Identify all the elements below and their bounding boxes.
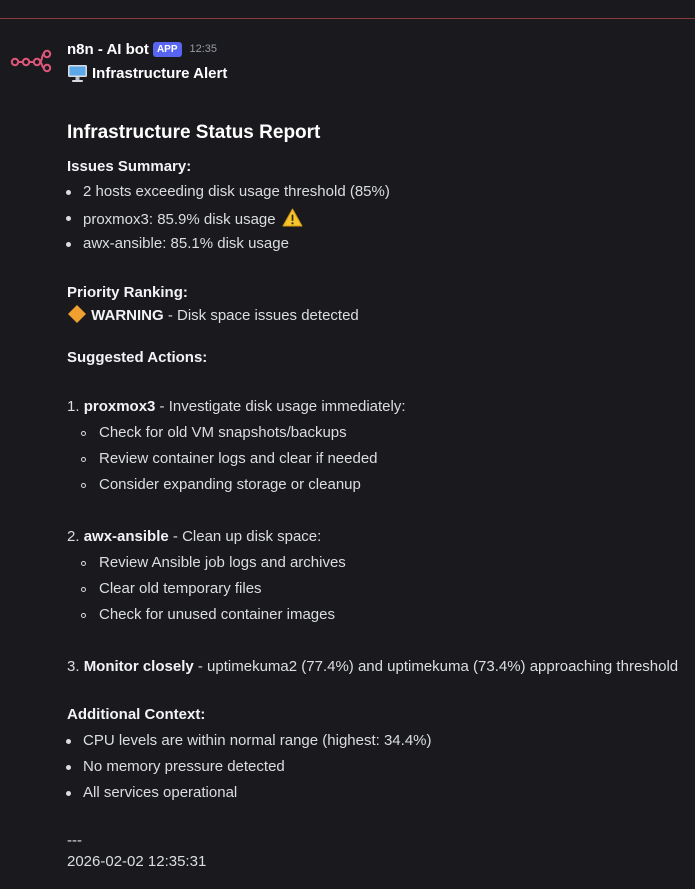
action-host: Monitor closely [83, 658, 194, 675]
action-number: 3. [67, 658, 80, 675]
actions-heading: Suggested Actions: [67, 349, 208, 366]
bullet-icon [66, 765, 71, 770]
n8n-logo-icon[interactable] [9, 46, 53, 74]
context-item: CPU levels are within normal range (highest: 34.4%) [83, 732, 432, 749]
sub-bullet-icon [81, 431, 86, 436]
report-timestamp: 2026-02-02 12:35:31 [67, 853, 207, 870]
priority-text: - Disk space issues detected [163, 307, 359, 324]
message-header [67, 40, 692, 58]
top-divider [0, 18, 695, 19]
bot-username[interactable]: n8n - AI bot [67, 40, 149, 58]
bullet-icon [66, 190, 71, 195]
sub-bullet-icon [81, 587, 86, 592]
priority-level: WARNING [91, 307, 164, 324]
context-item: No memory pressure detected [83, 758, 285, 775]
app-badge: APP [153, 42, 182, 57]
sub-bullet-icon [81, 613, 86, 618]
warning-icon [282, 208, 303, 227]
bullet-icon [66, 216, 71, 221]
sub-bullet-icon [81, 457, 86, 462]
orange-diamond-icon [67, 304, 87, 324]
action-item [67, 657, 678, 677]
message [67, 40, 692, 870]
bullet-icon [66, 242, 71, 247]
bullet-icon [66, 791, 71, 796]
action-step: Review Ansible job logs and archives [99, 554, 346, 571]
context-heading: Additional Context: [67, 706, 206, 723]
sub-bullet-icon [81, 561, 86, 566]
action-step: Check for unused container images [99, 606, 335, 623]
action-host: proxmox3 [83, 398, 156, 415]
priority-heading: Priority Ranking: [67, 284, 188, 301]
bullet-icon [66, 739, 71, 744]
action-step: Review container logs and clear if needed [99, 450, 378, 467]
issue-item: 2 hosts exceeding disk usage threshold (85%) [83, 183, 390, 200]
action-item [67, 397, 406, 417]
issue-item [83, 208, 303, 230]
issues-heading: Issues Summary: [67, 158, 192, 175]
action-text: - Investigate disk usage immediately: [155, 398, 406, 415]
desktop-computer-icon [67, 63, 88, 83]
action-text: - uptimekuma2 (77.4%) and uptimekuma (73.4%) approaching threshold [193, 658, 679, 675]
alert-subheading [67, 62, 692, 84]
report-title: Infrastructure Status Report [67, 122, 321, 143]
action-text: - Clean up disk space: [168, 528, 322, 545]
action-step: Check for old VM snapshots/backups [99, 424, 347, 441]
issue-item-text: proxmox3: 85.9% disk usage [83, 211, 276, 228]
separator: --- [67, 832, 82, 849]
context-item: All services operational [83, 784, 238, 801]
issue-item: awx-ansible: 85.1% disk usage [83, 235, 289, 252]
action-number: 1. [67, 398, 80, 415]
message-timestamp[interactable]: 12:35 [189, 43, 218, 55]
action-step: Consider expanding storage or cleanup [99, 476, 361, 493]
priority-line [67, 304, 359, 326]
alert-title: Infrastructure Alert [92, 64, 228, 82]
action-step: Clear old temporary files [99, 580, 262, 597]
action-host: awx-ansible [83, 528, 169, 545]
sub-bullet-icon [81, 483, 86, 488]
action-number: 2. [67, 528, 80, 545]
action-item [67, 527, 321, 547]
